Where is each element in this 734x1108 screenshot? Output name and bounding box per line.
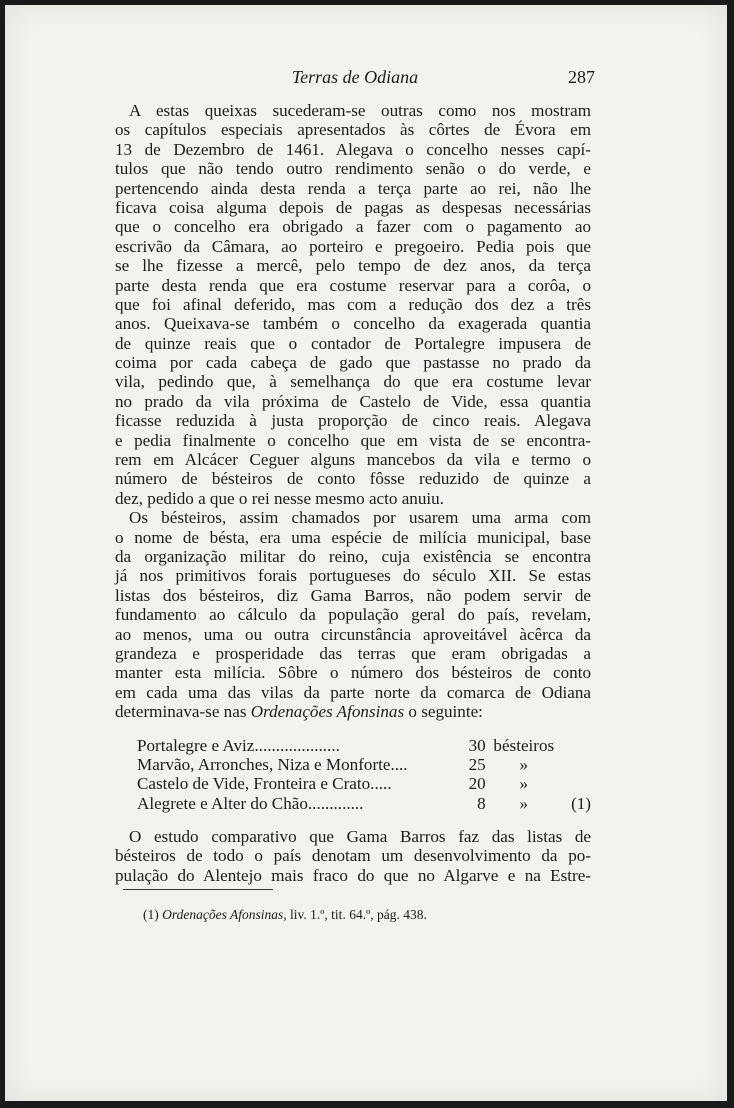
text-before: determinava-se nas — [115, 702, 251, 722]
text-line: manter esta milícia. Sôbre o número dos bésteiros de conto — [115, 663, 591, 683]
footnote-citation: liv. 1.º, tit. 64.º, pág. 438. — [290, 907, 427, 922]
list-item-name — [137, 736, 456, 755]
list-item-name — [137, 794, 456, 813]
list-item-value: 8 — [477, 793, 486, 813]
leader-dots: .... — [390, 754, 408, 774]
body-text — [115, 101, 591, 885]
list-item-note — [556, 736, 591, 755]
footnote-divider — [123, 889, 273, 890]
town-names: Marvão, Arronches, Niza e Monforte — [137, 754, 391, 774]
text-line: coima por cada cabeça de gado que pastasse no prado da — [115, 353, 591, 373]
text-line: rem em Alcácer Ceguer alguns mancebos da vila e termo o — [115, 450, 591, 470]
text-line: o nome de bésta, era uma espécie de milícia municipal, base — [115, 527, 591, 547]
running-title: Terras de Odiana — [291, 67, 419, 87]
text-line: anos. Queixava-se também o concelho da exagerada quantia — [115, 314, 591, 334]
list-item — [137, 774, 591, 793]
text-line: número de bésteiros de conto fôsse reduzido de quinze a — [115, 469, 591, 489]
list-item-value: 20 — [468, 774, 486, 794]
text-line: 13 de Dezembro de 1461. Alegava o concelho nesses capí- — [115, 139, 591, 159]
text-line: pertencendo ainda desta renda a terça parte ao rei, não lhe — [115, 178, 591, 198]
list-item-unit: » — [519, 793, 529, 813]
leader-dots: .................... — [254, 735, 340, 755]
text-line: que foi afinal deferido, mas com a redução dos dez a três — [115, 294, 591, 314]
text-line: fundamento ao cálculo da população geral do país, revelam, — [115, 605, 591, 625]
text-line: listas dos bésteiros, diz Gama Barros, não podem servir de — [115, 585, 591, 605]
list-item — [137, 794, 591, 813]
leader-dots: ............. — [307, 793, 364, 813]
paragraph-2 — [115, 508, 591, 721]
list-item-note — [556, 774, 591, 793]
text-line: no prado da vila próxima de Castelo de Vide, essa quantia — [115, 391, 591, 411]
text-line: A estas queixas sucederam-se outras como nos mostram — [129, 101, 591, 120]
running-head — [115, 67, 595, 91]
text-line: e pedia finalmente o concelho que em vista de se encontra- — [115, 430, 591, 450]
text-line: parte desta renda que era costume reservar para a corôa, o — [115, 275, 591, 295]
footnote-cited-work: Ordenações Afonsinas, — [162, 907, 287, 922]
text-line: os capítulos especiais apresentados às côrtes de Évora em — [115, 120, 591, 140]
text-line: da organização militar do reino, cuja existência se encontra — [115, 546, 591, 566]
text-line: pulação do Alentejo mais fraco do que no Algarve e na Estre- — [115, 865, 591, 885]
list-item-note — [556, 755, 591, 774]
text-line: ao menos, uma ou outra circunstância aproveitável àcêrca da — [115, 624, 591, 644]
text-line: Os bésteiros, assim chamados por usarem uma arma com — [129, 508, 591, 528]
text-line: ficasse reduzida à justa proporção de cinco reais. Alegava — [115, 411, 591, 431]
text-line: de quinze reais que o contador de Portalegre impusera de — [115, 333, 591, 353]
footnote-reference[interactable]: (1) — [571, 793, 591, 813]
list-item-value: 25 — [468, 754, 486, 774]
text-line: vila, pedindo que, à semelhança do que era costume levar — [115, 372, 591, 392]
besteiros-list — [115, 736, 591, 814]
list-item-name — [137, 755, 456, 774]
leader-dots: ..... — [370, 774, 392, 794]
text-line: O estudo comparativo que Gama Barros faz das listas de — [129, 827, 591, 847]
text-line: escrivão da Câmara, ao porteiro e pregoeiro. Pedia pois que — [115, 236, 591, 256]
text-line: tulos que não tendo outro rendimento senão o do verde, e — [115, 159, 591, 179]
town-names: Castelo de Vide, Fronteira e Crato — [137, 774, 371, 794]
list-item-name — [137, 774, 456, 793]
list-item-unit: » — [519, 774, 529, 794]
page-number: 287 — [568, 67, 595, 87]
paragraph-1 — [115, 101, 591, 508]
town-names: Portalegre e Aviz — [137, 735, 255, 755]
text-line: bésteiros de todo o país denotam um desenvolvimento da po- — [115, 846, 591, 866]
list-item-unit: » — [519, 754, 529, 774]
list-item-unit: bésteiros — [493, 735, 555, 755]
text-line: grandeza e prosperidade das terras que eram obrigadas a — [115, 643, 591, 663]
text-line: se lhe fizesse a mercê, pelo tempo de dez anos, da terça — [115, 256, 591, 276]
list-item-value: 30 — [468, 735, 486, 755]
cited-work: Ordenações Afonsinas — [250, 702, 405, 722]
footnote — [143, 907, 427, 923]
text-line-last — [115, 702, 591, 721]
town-names: Alegrete e Alter do Chão — [137, 793, 308, 813]
footnote-marker: (1) — [143, 907, 159, 922]
text-line: já nos primitivos forais portugueses do século XII. Se estas — [115, 566, 591, 586]
text-line: ficava coisa alguma depois de pagas as despesas necessárias — [115, 197, 591, 217]
text-line: dez, pedido a que o rei nesse mesmo acto anuiu. — [115, 488, 444, 508]
paragraph-3 — [115, 827, 591, 885]
list-item — [137, 736, 591, 755]
book-page — [5, 5, 727, 1101]
text-line: que o concelho era obrigado a fazer com o pagamento ao — [115, 217, 591, 237]
text-after: o seguinte: — [404, 702, 483, 722]
text-line: em cada uma das vilas da parte norte da comarca de Odiana — [115, 682, 591, 702]
list-item — [137, 755, 591, 774]
